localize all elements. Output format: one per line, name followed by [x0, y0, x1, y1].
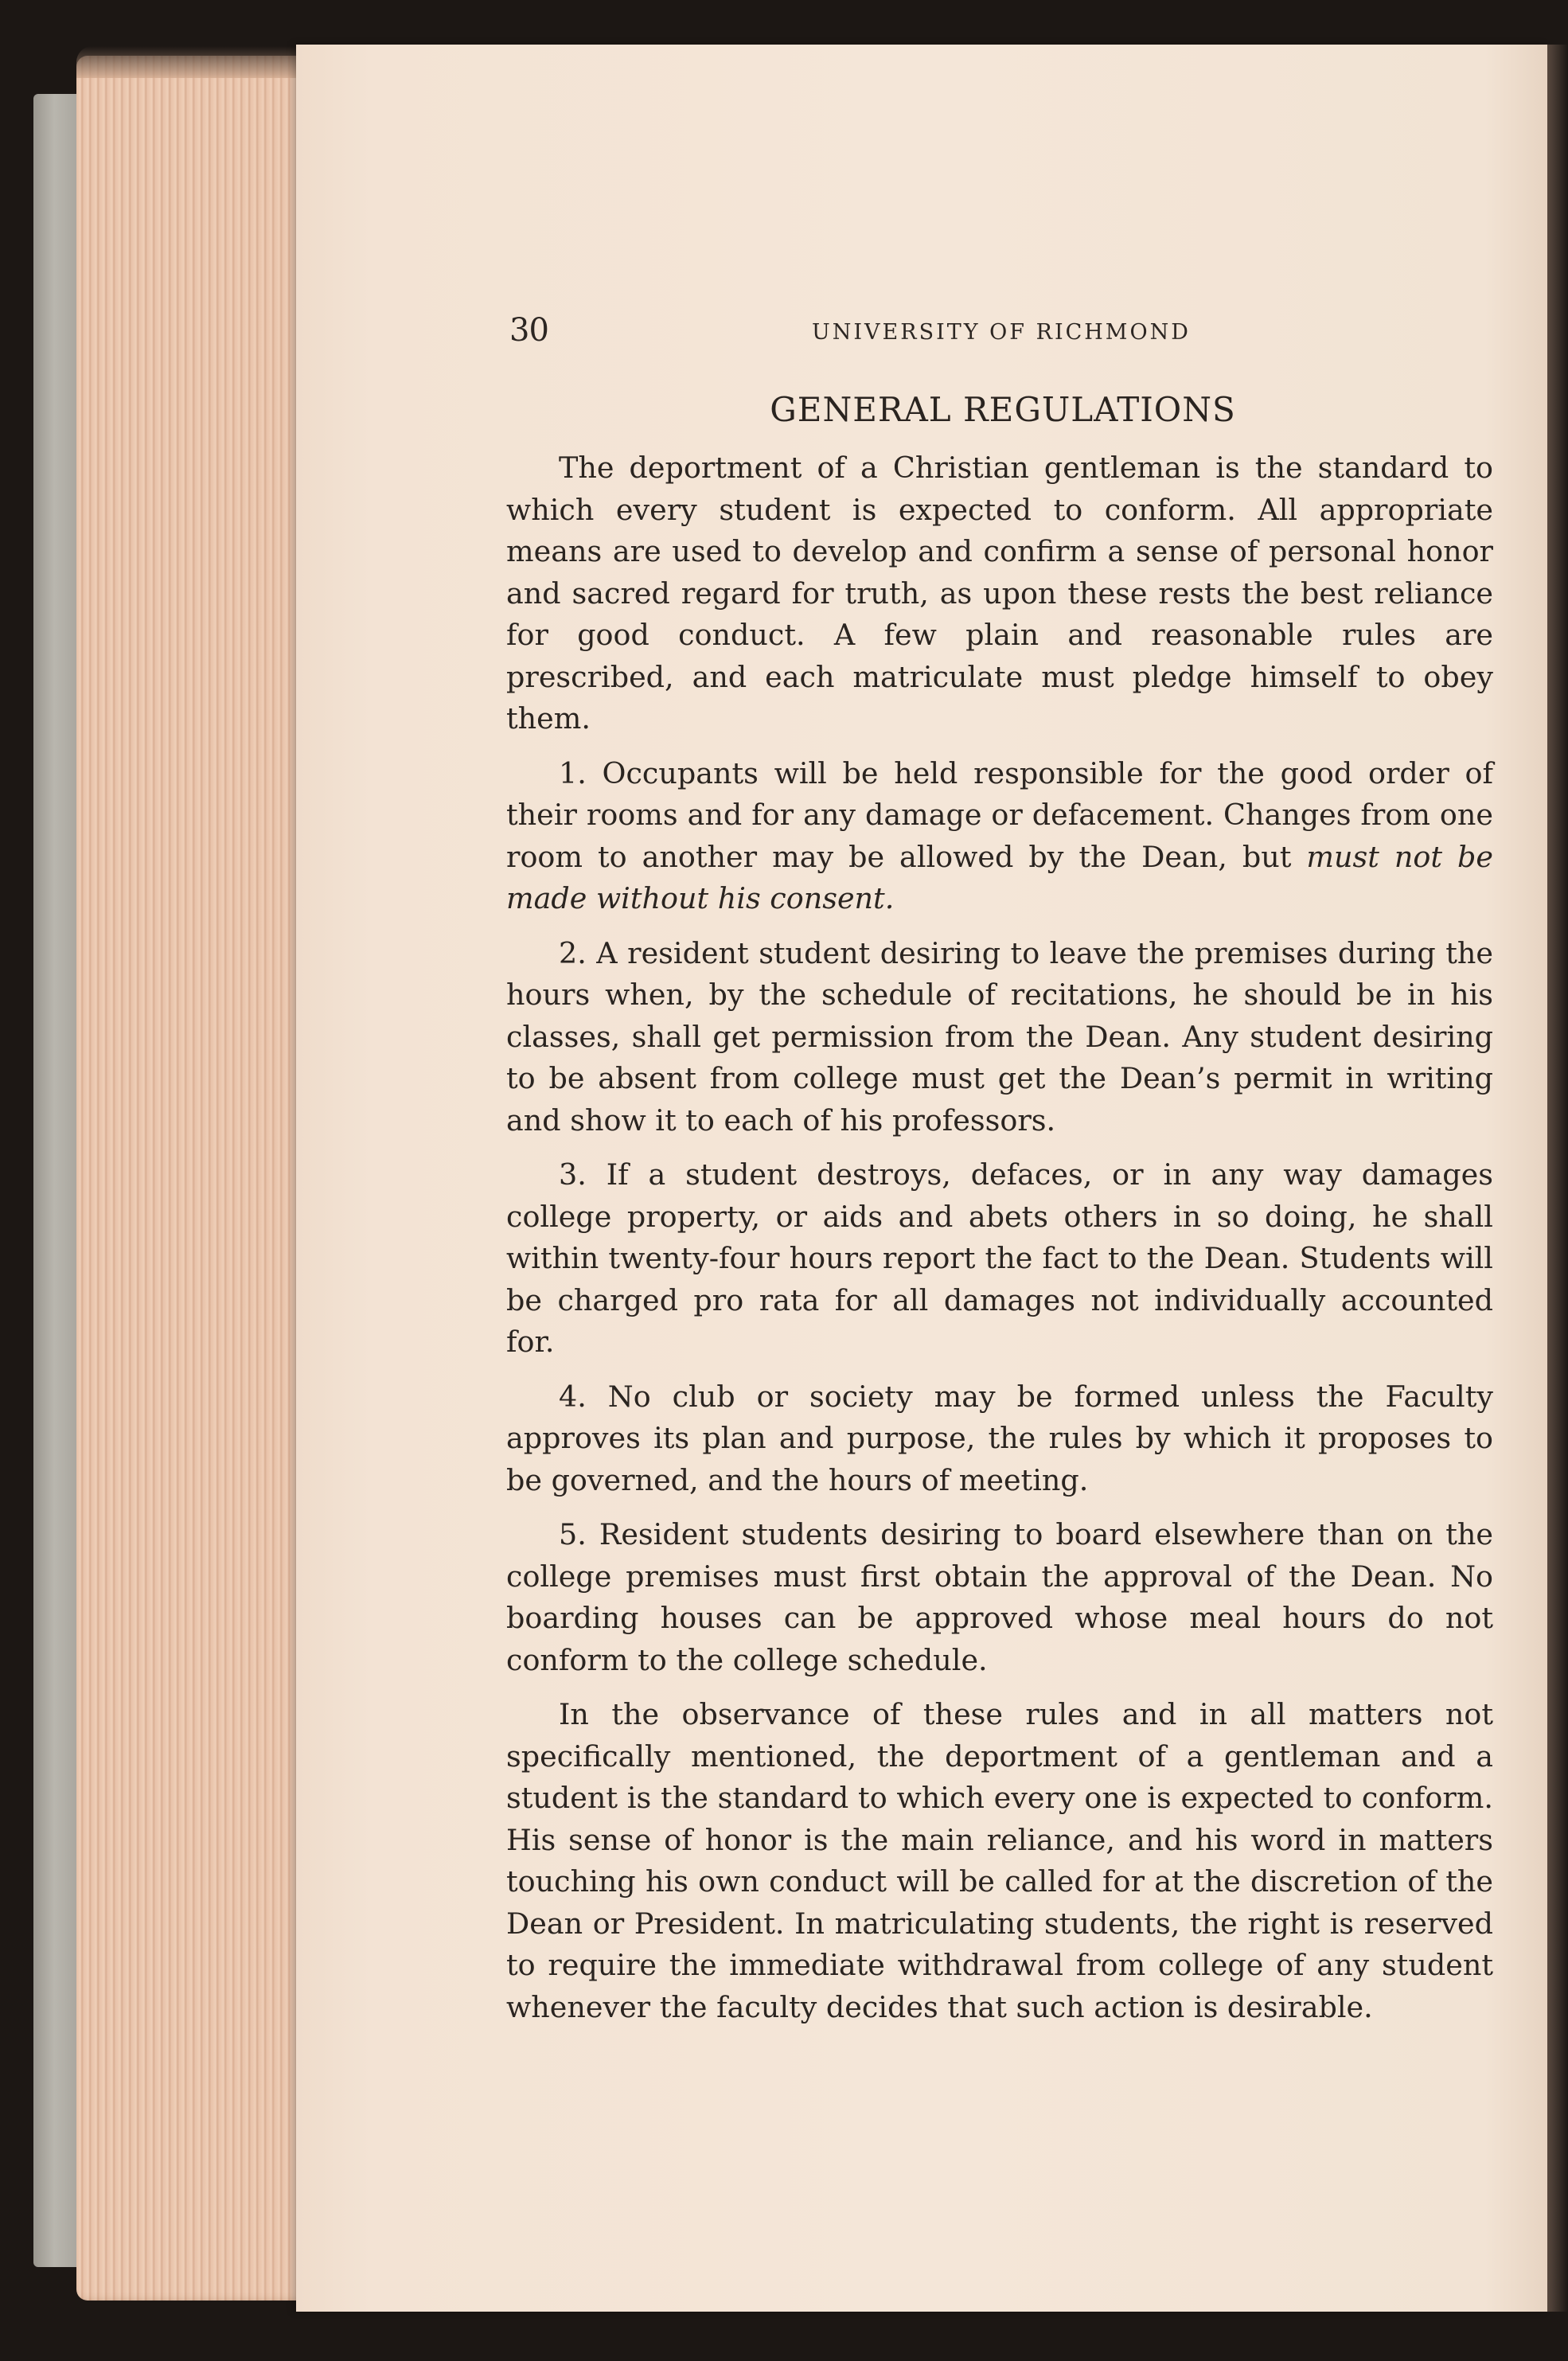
page-header	[509, 312, 1496, 360]
running-head: UNIVERSITY OF RICHMOND	[812, 320, 1191, 345]
section-title: GENERAL REGULATIONS	[770, 390, 1236, 429]
page-number: 30	[509, 312, 548, 349]
rule-2-paragraph: 2. A resident student desiring to leave the premises during the hours when, by the schedule of recitations, he should be in his classes, shall get permission from the Dean. Any student desiring to be absent from college must get the Dean’s permit in writing and show it to each of his professors.	[506, 935, 1493, 1138]
page-edges	[76, 56, 307, 2301]
intro-paragraph: The deportment of a Christian gentleman is the standard to which every student is expected to conform. All appropriate means are used to develop and confirm a sense of personal honor and sacred regard for truth, as upon these rests the best reliance for good conduct. A few plain and reasonable rules are prescribed, and each matriculate must pledge himself to obey them.	[506, 451, 1493, 736]
closing-paragraph: In the observance of these rules and in all matters not specifically mentioned, the deportment of a gentleman and a student is the standard to which every one is expected to conform. His sense of honor is the main reliance, and his word in matters touching his own conduct will be called for at the discretion of the Dean or President. In matriculating students, the right is reserved to require the immediate withdrawal from college of any student whenever the faculty decides that such action is desirable.	[506, 1697, 1493, 2024]
rule-1-text: 1. Occupants will be held responsible for the good order of their rooms and for any damage or defacement. Changes from one room to another may be allowed by the Dean, but	[506, 755, 1493, 874]
page-edges-top	[76, 46, 307, 78]
body-text	[506, 447, 1493, 2041]
rule-5-paragraph: 5. Resident students desiring to board elsewhere than on the college premises must first obtain the approval of the Dean. No boarding houses can be approved whose meal hours do not conform to the college schedule.	[506, 1517, 1493, 1677]
book-cover-edge	[33, 94, 80, 2267]
page-shadow	[1547, 45, 1568, 2312]
rule-3-paragraph: 3. If a student destroys, defaces, or in any way damages college property, or aids and abets others in so doing, he shall within twenty-four hours report the fact to the Dean. Students will be charged pro rata for all damages not individually accounted for.	[506, 1157, 1493, 1359]
rule-1-italic-text: must not be made without his consent.	[506, 839, 1493, 915]
rule-1-paragraph	[506, 753, 1493, 920]
rule-4-paragraph: 4. No club or society may be formed unless the Faculty approves its plan and purpose, the rules by which it proposes to be governed, and the hours of meeting.	[506, 1379, 1493, 1497]
